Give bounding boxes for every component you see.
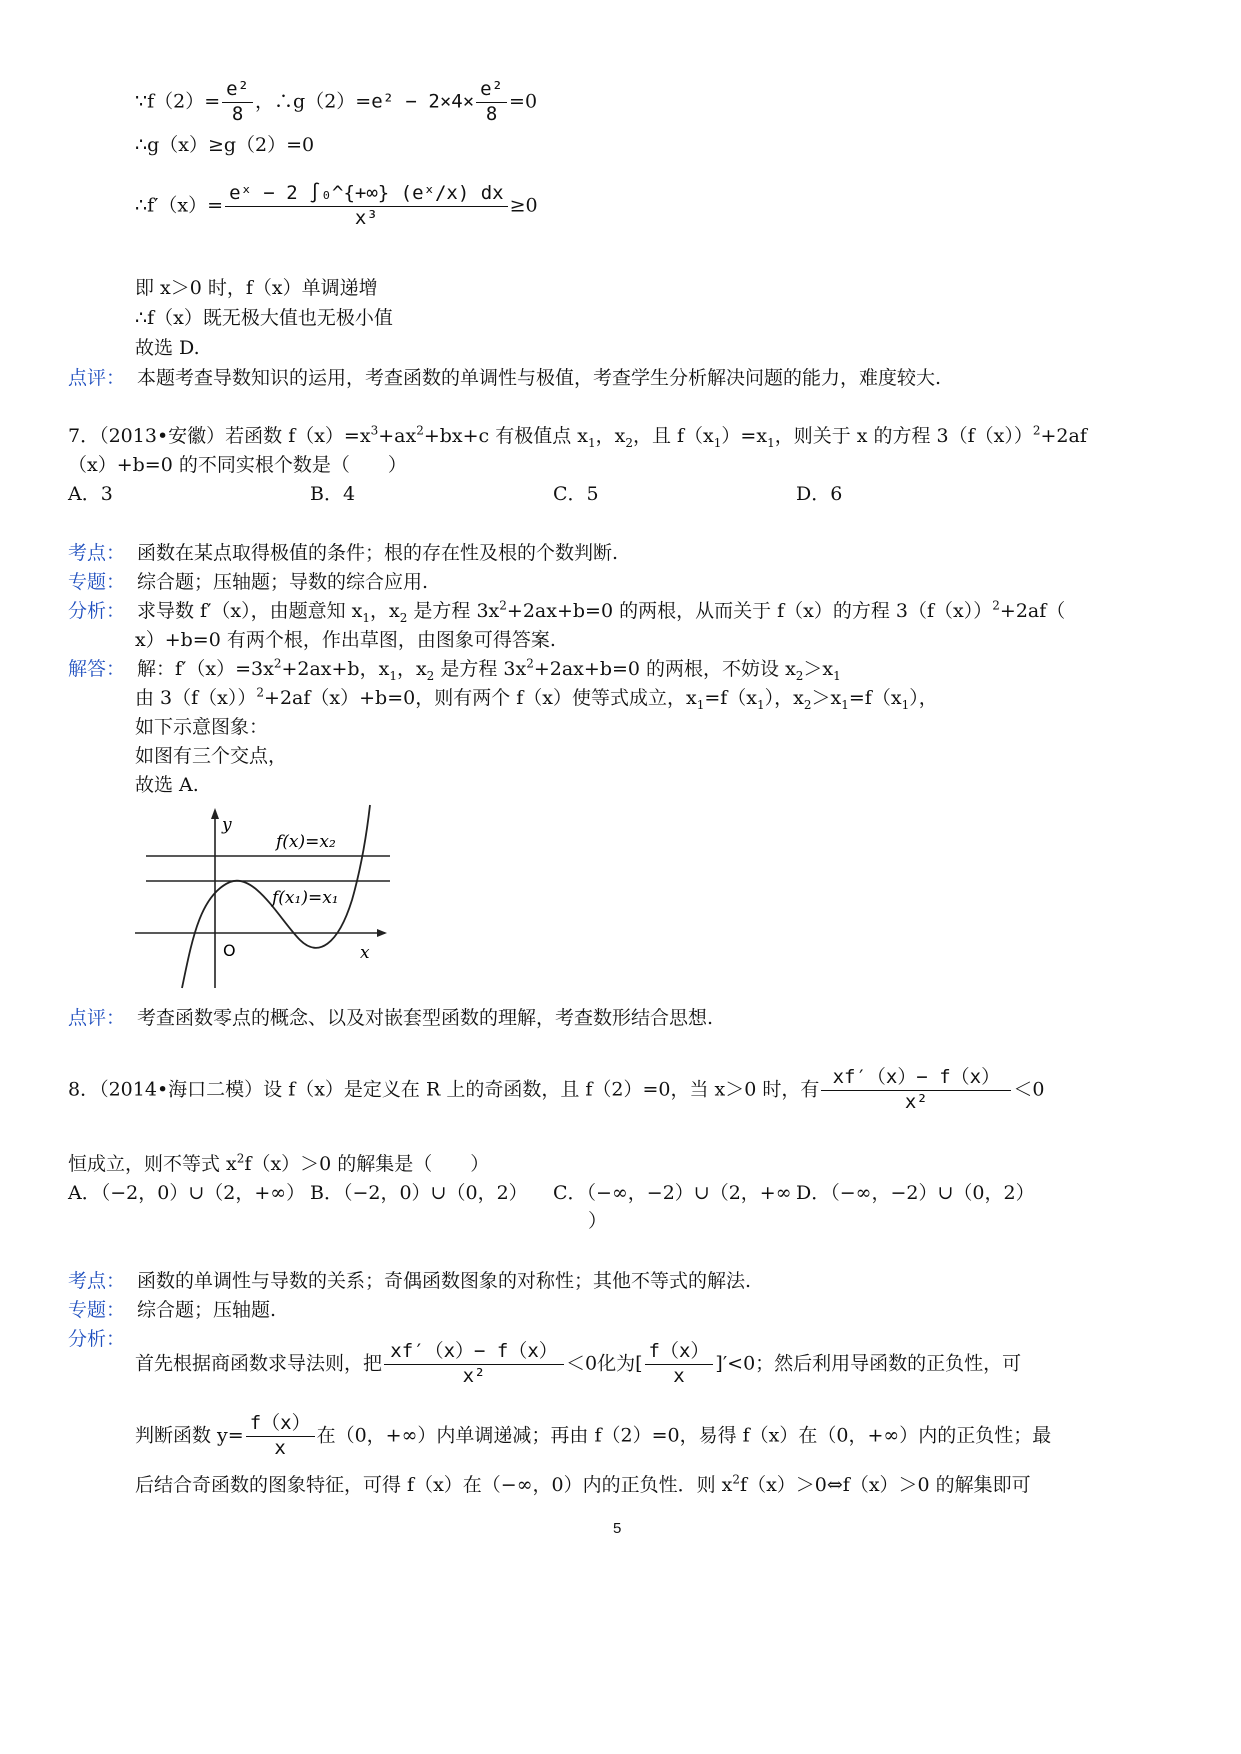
q7-fenxi xyxy=(68,596,1065,625)
q7-fenxi-2: x）+b=0 有两个根，作出草图，由图象可得答案. xyxy=(135,629,556,651)
text: ，x xyxy=(595,425,626,447)
q7-graph xyxy=(130,800,395,990)
x-label: x xyxy=(360,943,370,963)
text: ）=x xyxy=(721,425,768,447)
text: ＜0 xyxy=(1013,1078,1045,1101)
y-arrow xyxy=(211,808,219,819)
numerator: eˣ − 2 ∫₀^{+∞} (eˣ/x) dx xyxy=(225,182,508,207)
q7-jieda xyxy=(68,654,841,683)
text: +2af xyxy=(1040,425,1087,447)
top-line-6: 故选 D. xyxy=(135,337,200,359)
q7-jieda-2: 由 $3(f(x))^2+2af(x)+b=0$，则有两个 f（x）使等式成立，$x_1=f(x_1)$，$x_2>x_1=f(x_1)$， xyxy=(135,685,938,712)
q8-fenxi-3: 后结合奇函数的图象特征，可得 f（x）在（−∞，0）内的正负性．则 $x^2f(x)>0\Leftrightarrow f(x)>0$ 的解集即可 xyxy=(135,1472,1031,1496)
fraction xyxy=(225,182,508,231)
x-arrow xyxy=(377,929,387,937)
fraction xyxy=(821,1066,1011,1115)
label: 解答： xyxy=(68,658,126,680)
numerator: e² xyxy=(222,78,253,103)
q8-line-2: 恒成立，则不等式 $x^2f(x)>0$ 的解集是（ ） xyxy=(68,1151,490,1175)
q7-zhuanti xyxy=(68,567,428,594)
q8-kaodian xyxy=(68,1266,751,1293)
label: 专题： xyxy=(68,1299,126,1321)
text: e² − 2×4× xyxy=(371,90,475,113)
q7-jieda-5: 故选 A. xyxy=(135,774,199,796)
review-label: 点评： xyxy=(68,367,126,389)
q8-zhuanti xyxy=(68,1295,276,1322)
text: ，且 f（x xyxy=(632,425,714,447)
q7-kaodian xyxy=(68,538,618,565)
label: 考点： xyxy=(68,1270,126,1292)
top-line-1 xyxy=(135,78,537,127)
numerator: xf′（x）− f（x） xyxy=(821,1066,1011,1091)
text: ∵f（2）= xyxy=(135,90,221,113)
q7-jieda-4: 如图有三个交点， xyxy=(135,745,288,767)
q7-option-b: B．4 xyxy=(310,483,356,505)
fraction: $\frac{f(x)}{x}$ xyxy=(246,1412,315,1461)
y-label: y xyxy=(222,815,232,835)
text: 求导数 f′（x），由题意知 $x_1$，$x_2$ 是方程 $3x^2+2ax+b=0$ 的两根，从而关于 f（x）的方程 $3(f(x))^2+2af$（ xyxy=(137,598,1066,625)
denominator: x³ xyxy=(354,206,378,229)
label-mid-line: f(x₁)=x₁ xyxy=(272,888,339,908)
denominator: x² xyxy=(904,1090,928,1113)
q8-line-1 xyxy=(68,1066,1044,1115)
q7-option-c: C．5 xyxy=(553,483,599,505)
page-number: 5 xyxy=(613,1520,622,1537)
numerator: e² xyxy=(476,78,507,103)
fraction: $\frac{xf'(x)- f(x)}{\text{x²}}$ xyxy=(384,1340,564,1389)
q8-option-d: D．（−∞，−2）∪（0，2） xyxy=(796,1182,1035,1204)
q7-option-d: D．6 xyxy=(796,483,843,505)
text: 考查函数零点的概念、以及对嵌套型函数的理解，考查数形结合思想. xyxy=(137,1007,714,1029)
text: 8．（2014•海口二模）设 f（x）是定义在 R 上的奇函数，且 f（2）=0，当 x＞0 时，有 xyxy=(68,1078,820,1101)
label: 考点： xyxy=(68,542,126,564)
fraction: $\frac{f(x)}{x}$ xyxy=(645,1340,714,1389)
top-line-4: 即 x＞0 时，f（x）单调递增 xyxy=(135,277,378,299)
text: =0 xyxy=(509,90,538,113)
text: 7．（2013•安徽）若函数 f（x）=x xyxy=(68,425,371,447)
q7-line-1: 7．（2013•安徽）若函数 $f(x)=x^3+ax^2+bx+c$ 有极值点 $x_1$，$x_2$，且 $f(x_1)=x_1$，则关于 x 的方程 $3(f(x))^2+2af$ xyxy=(68,423,1087,450)
label: 点评： xyxy=(68,1007,126,1029)
q8-fenxi-2: 判断函数 y= $\frac{f(x)}{x}$ 在（0，+∞）内单调递减；再由 f（2）=0，易得 f（x）在（0，+∞）内的正负性；最 xyxy=(135,1412,1052,1459)
review-text: 本题考查导数知识的运用，考查函数的单调性与极值，考查学生分析解决问题的能力，难度较大. xyxy=(137,367,942,389)
q8-option-c-close: ） xyxy=(588,1210,608,1232)
label-top-line: f(x)=x₂ xyxy=(276,832,336,852)
fraction xyxy=(222,78,253,127)
text: +ax xyxy=(378,425,417,447)
denominator: 8 xyxy=(231,102,244,125)
text: 解：$f'(x)=3x^2+2ax+b$，$x_1$，$x_2$ 是方程 $3x^2+2ax+b=0$ 的两根，不妨设 $x_2>x_1$ xyxy=(137,656,841,683)
top-line-2: ∴g（x）≥g（2）=0 xyxy=(135,134,315,156)
q7-jieda-3: 如下示意图象： xyxy=(135,716,269,738)
top-line-3 xyxy=(135,182,538,231)
review-1 xyxy=(68,363,941,390)
text: +bx+c 有极值点 x xyxy=(423,425,588,447)
text: 函数在某点取得极值的条件；根的存在性及根的个数判断. xyxy=(137,542,619,564)
label: 分析： xyxy=(68,600,126,622)
text: 综合题；压轴题. xyxy=(137,1299,277,1321)
text: 函数的单调性与导数的关系；奇偶函数图象的对称性；其他不等式的解法. xyxy=(137,1270,752,1292)
fraction xyxy=(476,78,507,127)
q7-line-2: （x）+b=0 的不同实根个数是（ ） xyxy=(68,454,407,476)
denominator: 8 xyxy=(485,102,498,125)
q7-option-a: A．3 xyxy=(68,483,113,505)
label: 专题： xyxy=(68,571,126,593)
q8-option-a: A．（−2，0）∪（2，+∞） xyxy=(68,1182,306,1204)
text: 综合题；压轴题；导数的综合应用. xyxy=(137,571,429,593)
top-line-5: ∴f（x）既无极大值也无极小值 xyxy=(135,307,393,329)
text: ∴f′（x）= xyxy=(135,194,224,217)
q8-fenxi-label: 分析： xyxy=(68,1328,126,1350)
q8-option-b: B．（−2，0）∪（0，2） xyxy=(310,1182,528,1204)
text: ≥0 xyxy=(509,194,538,217)
q8-option-c: C．（−∞，−2）∪（2，+∞ xyxy=(553,1182,792,1204)
text: ，则关于 x 的方程 3（f（x）） xyxy=(774,425,1033,447)
q8-fenxi-1: 首先根据商函数求导法则，把 $\frac{xf'(x)- f(x)}{\text{x²}}$ ＜0化为[ $\frac{f(x)}{x}$ ]′<0；然后利用导函数的正负性，可 xyxy=(135,1340,1022,1387)
origin-label: O xyxy=(223,941,236,960)
text: ，∴g（2）= xyxy=(255,90,372,113)
q7-review xyxy=(68,1003,713,1030)
